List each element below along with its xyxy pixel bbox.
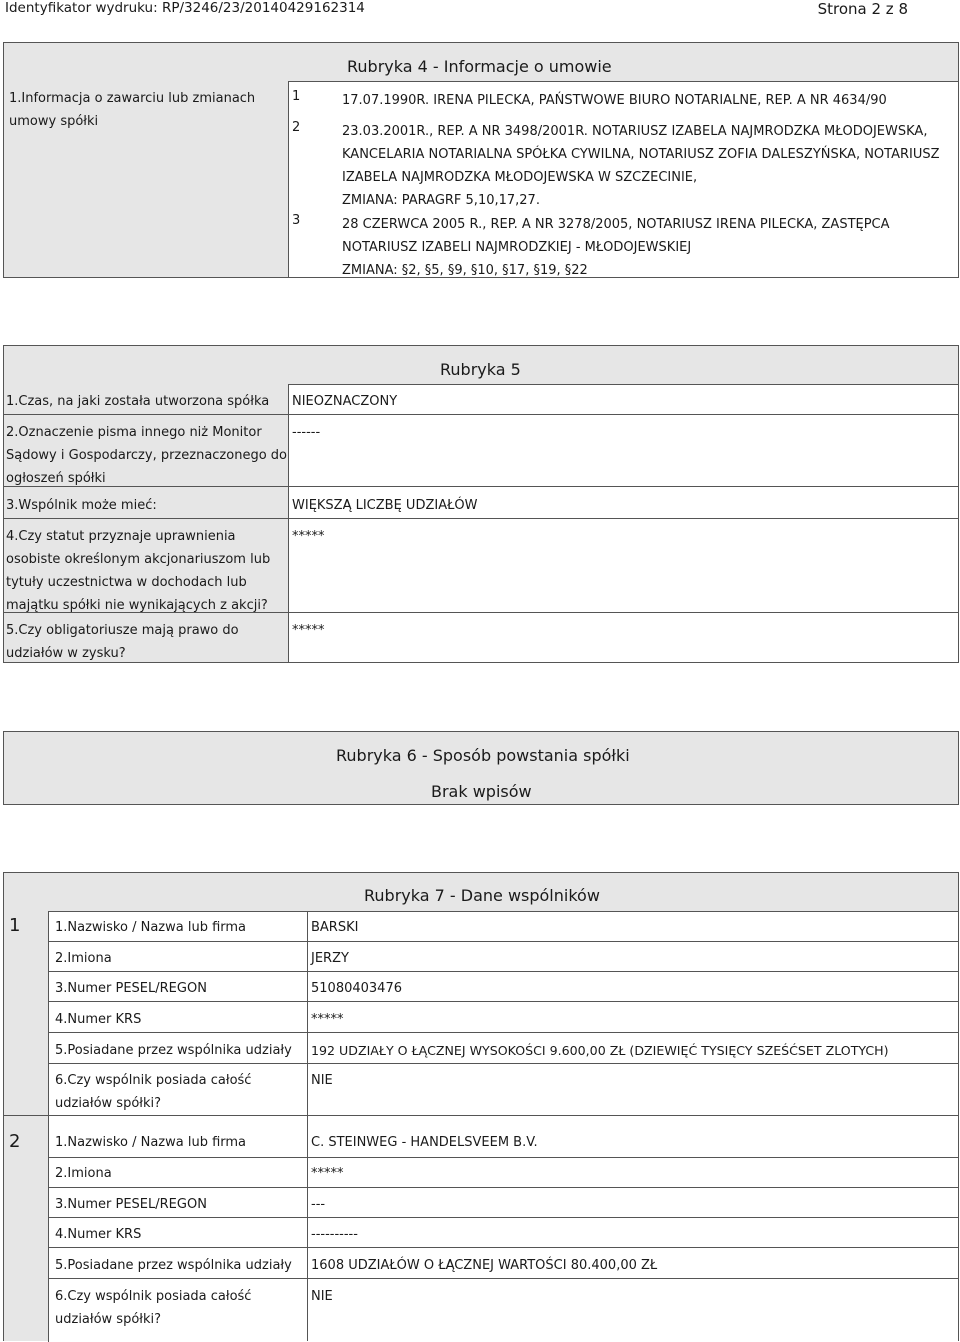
empty-notice: Brak wpisów bbox=[431, 782, 532, 801]
entry-number: 1 bbox=[292, 89, 301, 104]
field-value: ***** bbox=[292, 623, 325, 638]
field-label: 6.Czy wspólnik posiada całość udziałów spółki? bbox=[55, 1289, 252, 1327]
field-label: 2.Imiona bbox=[55, 1166, 112, 1181]
row-separator bbox=[48, 1247, 958, 1248]
entry-text: 28 CZERWCA 2005 R., REP. A NR 3278/2005, NOTARIUSZ IRENA PILECKA, ZASTĘPCA NOTARIUSZ IZABELI NAJMRODZKIEJ - MŁODOJEWSKIEJ ZMIANA: §2, §5, §9, §10, §17, §19, §22 bbox=[342, 217, 890, 278]
field-value: ---------- bbox=[311, 1227, 358, 1242]
field-label: 5.Posiadane przez wspólnika udziały bbox=[55, 1043, 292, 1058]
values-panel bbox=[288, 384, 958, 662]
field-value: NIE bbox=[311, 1289, 333, 1304]
field-value: JERZY bbox=[311, 951, 349, 966]
field-value: BARSKI bbox=[311, 920, 359, 935]
field-label: 1.Nazwisko / Nazwa lub firma bbox=[55, 1135, 247, 1150]
field-label: 1.Czas, na jaki została utworzona spółka bbox=[6, 394, 270, 409]
field-label: 4.Numer KRS bbox=[55, 1012, 142, 1027]
field-label: 3.Numer PESEL/REGON bbox=[55, 981, 207, 996]
field-value: C. STEINWEG - HANDELSVEEM B.V. bbox=[311, 1135, 538, 1150]
section-r7 bbox=[3, 872, 959, 1341]
entries-panel bbox=[288, 81, 958, 277]
field-value: ------ bbox=[292, 425, 321, 440]
field-value: ***** bbox=[311, 1166, 344, 1181]
section-title: Rubryka 6 - Sposób powstania spółki bbox=[336, 746, 630, 765]
row-separator bbox=[48, 1187, 958, 1188]
partner-separator bbox=[4, 1115, 958, 1116]
field-value: NIEOZNACZONY bbox=[292, 394, 398, 409]
field-value: 51080403476 bbox=[311, 981, 402, 996]
row-separator bbox=[48, 1217, 958, 1218]
field-label: 3.Numer PESEL/REGON bbox=[55, 1197, 207, 1212]
field-value: WIĘKSZĄ LICZBĘ UDZIAŁÓW bbox=[292, 498, 478, 513]
field-label: 1.Informacja o zawarciu lub zmianach umowy spółki bbox=[9, 91, 256, 129]
field-value: ***** bbox=[292, 529, 325, 544]
field-value: 1608 UDZIAŁÓW O ŁĄCZNEJ WARTOŚCI 80.400,00 ZŁ bbox=[311, 1258, 658, 1273]
partner-number: 1 bbox=[9, 915, 21, 936]
field-label: 3.Wspólnik może mieć: bbox=[6, 498, 157, 513]
value-column-divider bbox=[307, 911, 308, 1341]
section-r5 bbox=[3, 345, 959, 663]
section-title: Rubryka 7 - Dane wspólników bbox=[364, 886, 600, 905]
field-value: ***** bbox=[311, 1012, 344, 1027]
field-label: 4.Czy statut przyznaje uprawnienia osobiste określonym akcjonariuszom lub tytuły uczestnictwa w dochodach lub majątku spółki nie wynikających z akcji? bbox=[6, 529, 271, 613]
row-separator bbox=[48, 1157, 958, 1158]
entry-text: 17.07.1990R. IRENA PILECKA, PAŃSTWOWE BIURO NOTARIALNE, REP. A NR 4634/90 bbox=[342, 93, 887, 108]
entry-2 bbox=[292, 120, 300, 135]
entry-number: 3 bbox=[292, 213, 301, 228]
section-title: Rubryka 5 bbox=[440, 360, 521, 379]
section-r4 bbox=[3, 42, 959, 278]
field-label: 2.Oznaczenie pisma innego niż Monitor Sądowy i Gospodarczy, przeznaczonego do ogłoszeń spółki bbox=[6, 425, 287, 486]
field-label: 5.Czy obligatoriusze mają prawo do udziałów w zysku? bbox=[6, 623, 239, 661]
row-separator bbox=[4, 518, 958, 519]
field-label: 6.Czy wspólnik posiada całość udziałów spółki? bbox=[55, 1073, 252, 1111]
row-separator bbox=[48, 1063, 958, 1064]
entry-number: 2 bbox=[292, 120, 301, 135]
print-header bbox=[0, 0, 960, 18]
row-separator bbox=[48, 941, 958, 942]
row-separator bbox=[48, 1032, 958, 1033]
page-number: Strona 2 z 8 bbox=[817, 0, 908, 18]
row-separator bbox=[48, 1278, 958, 1279]
row-separator bbox=[48, 1001, 958, 1002]
row-separator bbox=[48, 971, 958, 972]
field-value: 192 UDZIAŁY O ŁĄCZNEJ WYSOKOŚCI 9.600,00 ZŁ (DZIEWIĘĆ TYSIĘCY SZEŚĆSET ZLOTYCH) bbox=[311, 1043, 889, 1058]
field-label: 4.Numer KRS bbox=[55, 1227, 142, 1242]
entry-text: 23.03.2001R., REP. A NR 3498/2001R. NOTARIUSZ IZABELA NAJMRODZKA MŁODOJEWSKA, KANCELARIA NOTARIALNA SPÓŁKA CYWILNA, NOTARIUSZ ZOFIA DALESZYŃSKA, NOTARIUSZ IZABELA NAJMRODZKA MŁODOJEWSKA W SZCZECINIE, ZMIANA: PARAGRF 5,10,17,27. bbox=[342, 124, 940, 208]
entry-1 bbox=[292, 89, 300, 104]
section-r6 bbox=[3, 731, 959, 805]
field-label: 5.Posiadane przez wspólnika udziały bbox=[55, 1258, 292, 1273]
field-value: NIE bbox=[311, 1073, 333, 1088]
field-label: 1.Nazwisko / Nazwa lub firma bbox=[55, 920, 247, 935]
entry-3 bbox=[292, 213, 300, 228]
partner-number: 2 bbox=[9, 1131, 21, 1152]
row-separator bbox=[4, 414, 958, 415]
print-identifier: Identyfikator wydruku: RP/3246/23/20140429162314 bbox=[5, 0, 365, 16]
field-label: 2.Imiona bbox=[55, 951, 112, 966]
section-title: Rubryka 4 - Informacje o umowie bbox=[347, 57, 612, 76]
field-value: --- bbox=[311, 1197, 326, 1212]
